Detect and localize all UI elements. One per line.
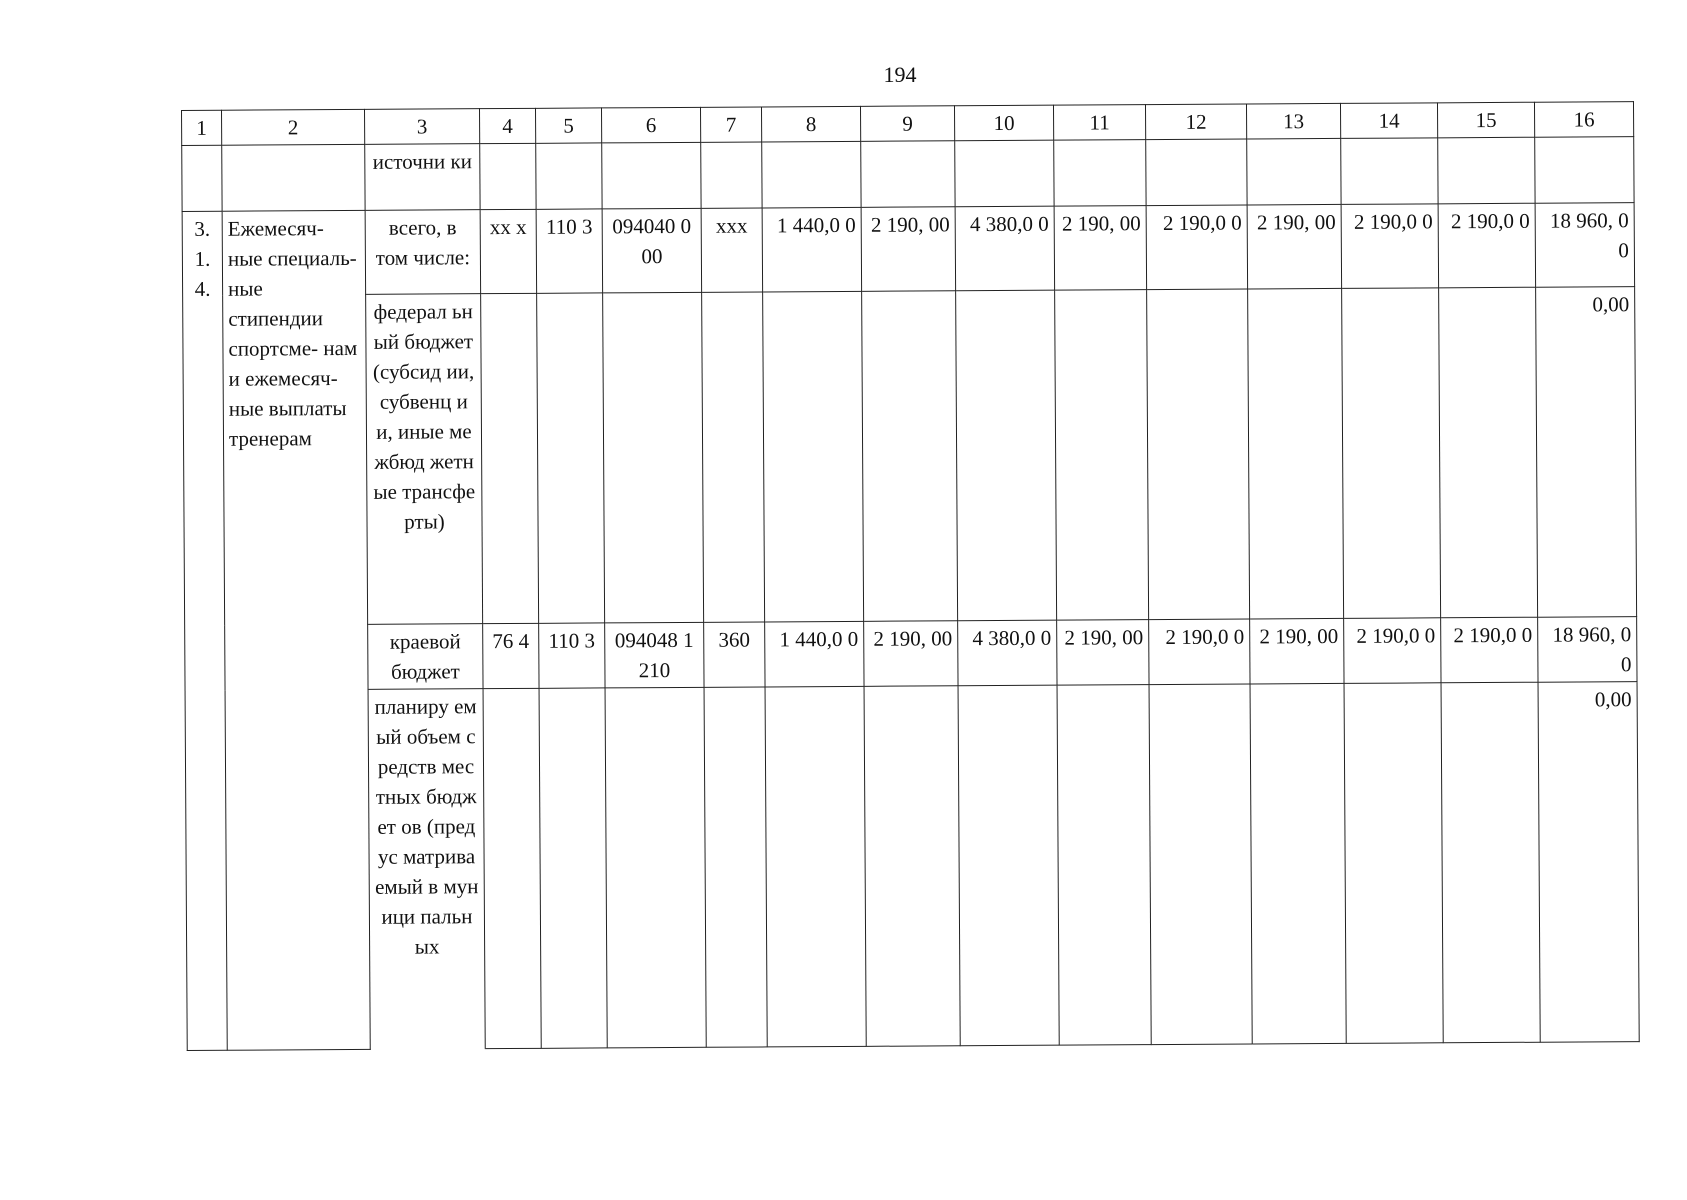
sources-continuation-row <box>182 137 1634 212</box>
local-c16: 0,00 <box>1538 682 1639 1043</box>
local-c6 <box>605 687 706 1048</box>
header-col-7: 7 <box>700 107 761 142</box>
local-c5 <box>539 688 607 1048</box>
total-row <box>182 203 1634 296</box>
sources-cell-14 <box>1341 138 1438 205</box>
total-c4: xx x <box>480 209 537 293</box>
budget-table-sheet <box>181 101 1640 1051</box>
total-c6: 094040 000 <box>602 208 702 293</box>
regional-c13: 2 190, 00 <box>1250 618 1344 684</box>
sources-cell-5 <box>536 143 602 209</box>
total-c16: 18 960, 00 <box>1535 203 1635 288</box>
regional-row <box>185 617 1637 691</box>
total-c13: 2 190, 00 <box>1247 204 1342 289</box>
regional-c16: 18 960, 00 <box>1538 617 1637 683</box>
regional-c8: 1 440,0 0 <box>765 621 864 687</box>
sources-cell-9 <box>861 141 955 208</box>
sources-cell-7 <box>701 142 762 208</box>
federal-c5 <box>537 293 605 623</box>
header-col-4: 4 <box>479 108 535 143</box>
regional-c6: 094048 1210 <box>605 622 704 688</box>
total-c5: 110 3 <box>536 209 603 293</box>
federal-c10 <box>956 290 1057 621</box>
local-c4 <box>483 688 541 1048</box>
total-label: всего, в том числе: <box>365 210 481 295</box>
sources-cell-8 <box>762 141 861 208</box>
federal-label: федерал ьный бюджет (субсид ии, субвенц ии, иные межбюд жетные трансфе рты) <box>366 294 483 625</box>
total-c11: 2 190, 00 <box>1054 206 1147 291</box>
header-col-13: 13 <box>1246 103 1340 139</box>
header-col-16: 16 <box>1534 102 1633 138</box>
total-c15: 2 190,0 0 <box>1438 203 1536 288</box>
regional-c14: 2 190,0 0 <box>1344 618 1441 684</box>
local-c12 <box>1149 684 1252 1045</box>
federal-c15 <box>1439 287 1538 618</box>
regional-c15: 2 190,0 0 <box>1441 617 1538 683</box>
header-col-15: 15 <box>1437 102 1534 138</box>
regional-c4: 76 4 <box>483 623 539 688</box>
federal-c16: 0,00 <box>1536 287 1637 618</box>
local-c14 <box>1344 683 1443 1044</box>
regional-c10: 4 380,0 0 <box>958 620 1057 686</box>
sources-cell-1 <box>182 145 222 211</box>
local-c9 <box>864 686 960 1047</box>
sources-cell-12 <box>1146 139 1247 206</box>
sources-cell-15 <box>1438 137 1535 204</box>
federal-c6 <box>603 292 704 623</box>
sources-label: источни ки <box>365 144 480 211</box>
federal-c9 <box>862 291 958 622</box>
header-col-1: 1 <box>182 110 222 145</box>
total-c12: 2 190,0 0 <box>1146 205 1248 290</box>
sources-cell-11 <box>1054 140 1146 207</box>
federal-row <box>183 287 1637 626</box>
sources-cell-2 <box>222 144 365 211</box>
local-c13 <box>1250 683 1346 1044</box>
header-col-6: 6 <box>601 107 700 143</box>
budget-table <box>181 101 1640 1051</box>
local-c10 <box>958 685 1059 1046</box>
item-number: 3. 1. 4. <box>182 211 227 1050</box>
federal-c7 <box>702 292 765 622</box>
federal-c8 <box>763 291 864 622</box>
federal-c11 <box>1055 290 1149 621</box>
federal-c14 <box>1342 288 1441 619</box>
total-c14: 2 190,0 0 <box>1341 204 1439 289</box>
header-col-5: 5 <box>535 108 601 143</box>
sources-cell-6 <box>602 142 701 209</box>
header-col-12: 12 <box>1145 104 1246 140</box>
regional-c11: 2 190, 00 <box>1057 620 1149 686</box>
header-col-8: 8 <box>761 106 860 142</box>
header-col-9: 9 <box>860 106 954 142</box>
federal-c13 <box>1248 288 1344 619</box>
local-label: планиру емый объем средств местных бюджет ов (предус матрива емый в муници пальных <box>368 689 485 1050</box>
header-col-2: 2 <box>222 109 365 145</box>
local-c7 <box>704 687 767 1047</box>
regional-c12: 2 190,0 0 <box>1149 619 1250 685</box>
page-number: 194 <box>883 62 917 87</box>
sources-cell-10 <box>955 140 1054 207</box>
header-col-11: 11 <box>1053 105 1145 141</box>
regional-label: краевой бюджет <box>368 624 483 690</box>
header-col-14: 14 <box>1340 103 1437 139</box>
total-c10: 4 380,0 0 <box>955 206 1055 291</box>
federal-c12 <box>1147 289 1250 620</box>
regional-c9: 2 190, 00 <box>864 621 958 687</box>
regional-c7: 360 <box>704 622 765 687</box>
header-col-3: 3 <box>364 109 479 145</box>
total-c9: 2 190, 00 <box>861 207 956 292</box>
total-c8: 1 440,0 0 <box>762 207 862 292</box>
header-col-10: 10 <box>954 105 1053 141</box>
item-name: Ежемесяч- ные специаль- ные стипендии спортсме- нам и ежемесяч- ные выплаты тренерам <box>222 210 370 1050</box>
local-c15 <box>1441 682 1540 1043</box>
local-c8 <box>765 686 866 1047</box>
regional-c5: 110 3 <box>539 623 605 688</box>
sources-cell-4 <box>480 143 536 209</box>
local-row <box>185 682 1639 1051</box>
total-c7: xxx <box>701 208 763 292</box>
sources-cell-16 <box>1535 137 1634 204</box>
federal-c4 <box>481 293 539 623</box>
sources-cell-13 <box>1247 138 1341 205</box>
local-c11 <box>1057 685 1151 1046</box>
